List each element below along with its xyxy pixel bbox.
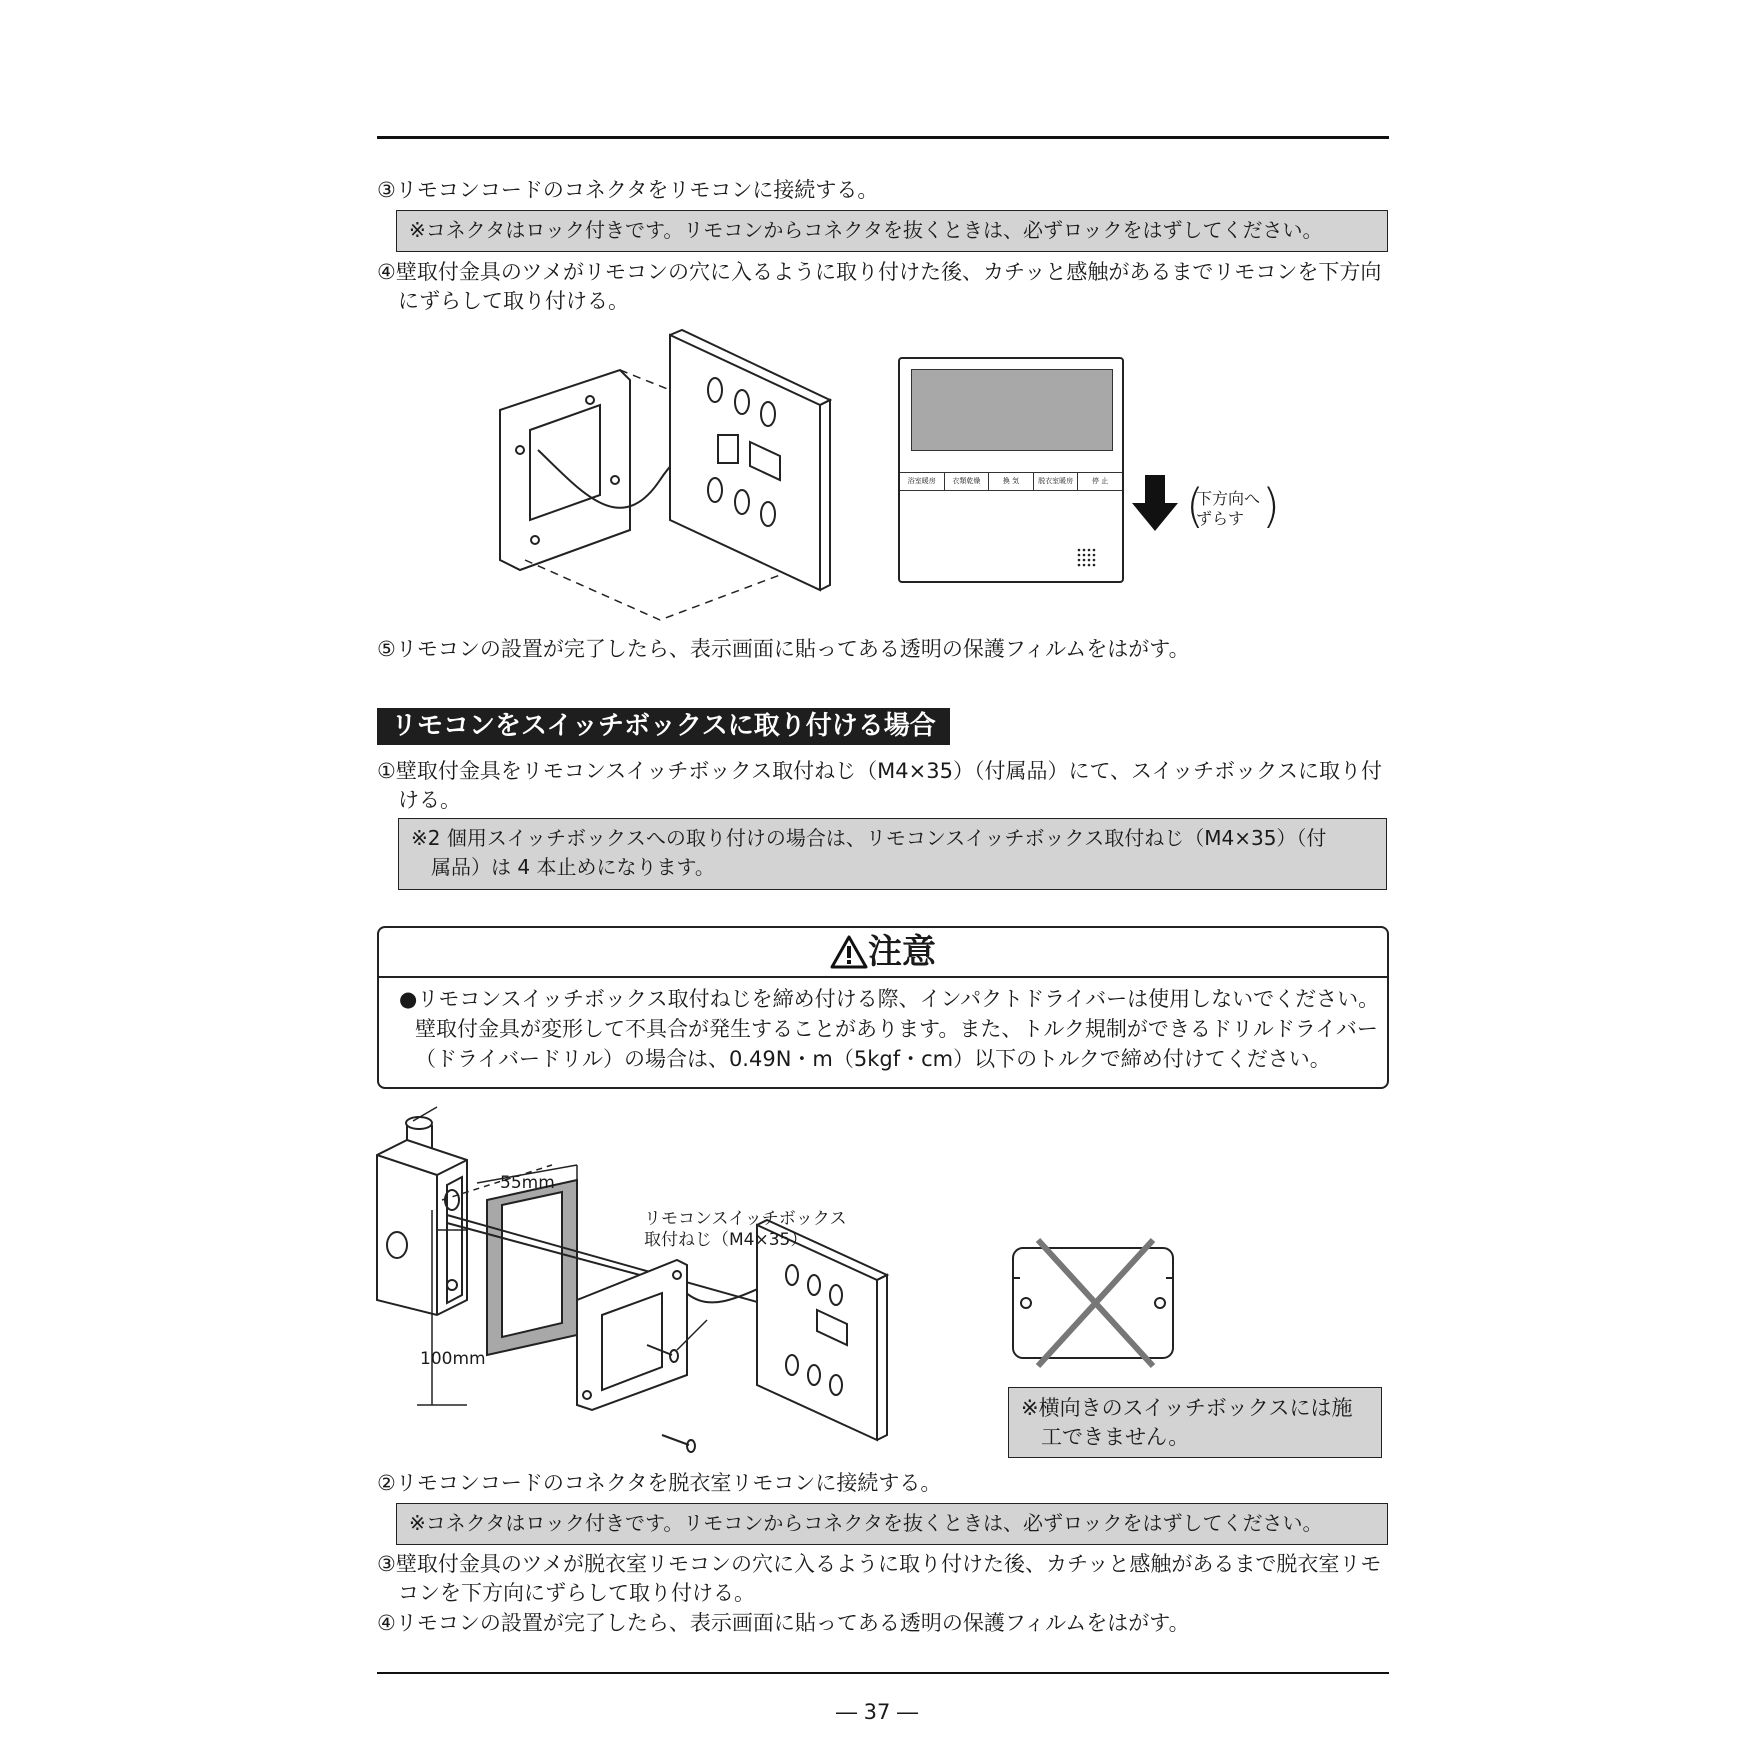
caution-line-2: 壁取付金具が変形して不具合が発生することがあります。また、トルク規制ができるドリルドライバー [415, 1017, 1378, 1041]
remote-display [911, 369, 1113, 451]
dim-height-label: 100mm [420, 1349, 486, 1369]
figure-switch-box-mounting [377, 1105, 997, 1465]
horizontal-switch-box-crossed [1008, 1238, 1178, 1368]
lock-note-1: ※コネクタはロック付きです。リモコンからコネクタを抜くときは、必ずロックをはずしてください。 [396, 210, 1388, 252]
figure-wall-plate-mounting [490, 330, 840, 630]
top-rule [377, 136, 1389, 139]
button-bath-heating: 浴室暖房 [900, 473, 945, 490]
caution-header [379, 928, 1387, 978]
step-4-line-2: にずらして取り付ける。 [398, 289, 629, 313]
button-dressing-heating: 脱衣室暖房 [1034, 473, 1079, 490]
section-heading: リモコンをスイッチボックスに取り付ける場合 [377, 708, 950, 745]
paren-left: ( [1186, 479, 1204, 533]
paren-right: ) [1262, 479, 1280, 533]
remote-front [898, 357, 1124, 583]
step-4-line-1: ④壁取付金具のツメがリモコンの穴に入るように取り付けた後、カチッと感触があるまでリモコンを下方向 [377, 260, 1382, 284]
sb-step-1-line-2: ける。 [398, 788, 461, 812]
button-clothes-drying: 衣類乾燥 [945, 473, 990, 490]
horizontal-note-line-1: ※横向きのスイッチボックスには施 [1021, 1396, 1353, 1420]
sb-step-4-text: ④リモコンの設置が完了したら、表示画面に貼ってある透明の保護フィルムをはがす。 [377, 1611, 1190, 1635]
page-number: ― 37 ― [835, 1700, 919, 1724]
screw-label [644, 1209, 847, 1251]
warning-triangle-icon [830, 935, 868, 969]
sb-step-3-line-1: ③壁取付金具のツメが脱衣室リモコンの穴に入るように取り付けた後、カチッと感触があるまで脱衣室リモ [377, 1552, 1382, 1576]
caution-line-3: （ドライバードリル）の場合は、0.49N・m（5kgf・cm）以下のトルクで締め付けてください。 [415, 1047, 1331, 1071]
two-gang-note-line-1: ※2 個用スイッチボックスへの取り付けの場合は、リモコンスイッチボックス取付ねじ（M4×35）（付 [411, 826, 1327, 850]
sb-step-3-line-2: コンを下方向にずらして取り付ける。 [398, 1581, 755, 1605]
caution-line-1: ●リモコンスイッチボックス取付ねじを締め付ける際、インパクトドライバーは使用しないでください。 [399, 987, 1380, 1011]
arrow-down-icon [1130, 475, 1180, 533]
caution-title: 注意 [868, 932, 936, 972]
bottom-rule [377, 1672, 1389, 1674]
two-gang-note [398, 818, 1387, 890]
step-3-text: ③リモコンコードのコネクタをリモコンに接続する。 [377, 178, 879, 202]
horizontal-box-note [1008, 1387, 1382, 1458]
sb-step-2-text: ②リモコンコードのコネクタを脱衣室リモコンに接続する。 [377, 1471, 942, 1495]
screw-label-line-2: 取付ねじ（M4×35） [644, 1230, 808, 1250]
button-stop: 停 止 [1092, 477, 1109, 485]
horizontal-note-line-2: 工できません。 [1041, 1425, 1190, 1449]
sb-step-1-line-1: ①壁取付金具をリモコンスイッチボックス取付ねじ（M4×35）（付属品）にて、スイッチボックスに取り付 [377, 759, 1382, 783]
slide-label-line-2: ずらす [1196, 509, 1245, 528]
dim-width-label: 55mm [500, 1173, 555, 1193]
step-5-text: ⑤リモコンの設置が完了したら、表示画面に貼ってある透明の保護フィルムをはがす。 [377, 637, 1190, 661]
screw-label-line-1: リモコンスイッチボックス [644, 1209, 847, 1229]
button-ventilation: 換 気 [989, 473, 1034, 490]
lock-note-2: ※コネクタはロック付きです。リモコンからコネクタを抜くときは、必ずロックをはずしてください。 [396, 1503, 1388, 1545]
two-gang-note-line-2: 属品）は 4 本止めになります。 [431, 855, 715, 879]
speaker-grille-icon [1076, 547, 1100, 567]
remote-button-row [900, 472, 1122, 491]
slide-label-line-1: 下方向へ [1196, 489, 1261, 508]
caution-body [379, 978, 1387, 1074]
caution-box [377, 926, 1389, 1089]
